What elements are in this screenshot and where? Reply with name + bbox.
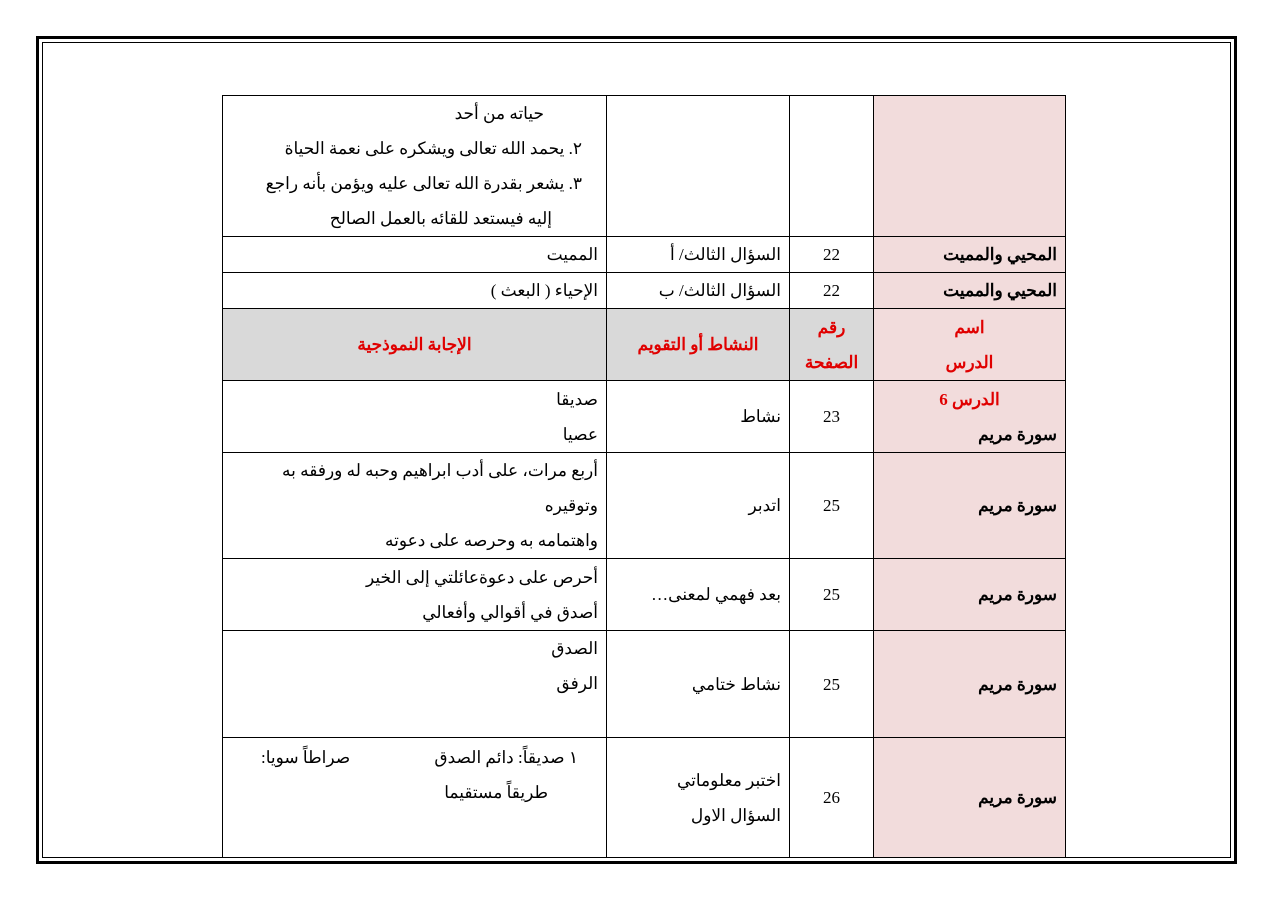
activity-cell: السؤال الثالث/ ب [607,273,790,309]
answer-line: عصيا [562,424,598,444]
table-row [223,559,1066,631]
answer-line [231,740,598,775]
activity-cell: نشاط [607,381,790,453]
header-answer-cell: الإجابة النموذجية [223,309,607,381]
header-activity-cell: النشاط أو التقويم [607,309,790,381]
answer-line: أصدق في أقوالي وأفعالي [422,602,598,622]
table-header-row [223,309,1066,381]
header-page-cell [790,309,874,381]
activity-cell: اتدبر [607,453,790,559]
page-cell: 25 [790,559,874,631]
answer-cell [223,453,607,559]
table-row [223,381,1066,453]
activity-cell: بعد فهمي لمعنى… [607,559,790,631]
answer-cell: المميت [223,237,607,273]
lesson-number-tag: الدرس 6 [939,389,1000,409]
answer-line: أربع مرات، على أدب ابراهيم وحبه له ورفقه به وتوقيره [282,461,598,515]
header-lesson-cell [874,309,1066,381]
answer-line: صديقا [556,389,598,409]
table-row [223,96,1066,237]
answer-line: إليه فيستعد للقائه بالعمل الصالح [329,209,552,228]
page-cell: 26 [790,738,874,858]
page-cell [790,96,874,237]
lesson-cell: سورة مريم [874,559,1066,631]
lesson-cell: المحيي والمميت [874,237,1066,273]
activity-cell [607,96,790,237]
page-cell: 22 [790,237,874,273]
answer-cell [223,738,607,858]
table-row [223,237,1066,273]
answer-fragment: صراطاً سويا: [260,748,351,767]
lesson-cell: سورة مريم [874,453,1066,559]
answer-cell [223,381,607,453]
lesson-cell [874,381,1066,453]
answer-line: طريقاً مستقيما [444,783,548,802]
activity-cell [607,738,790,858]
answer-line: أحرص على دعوةعائلتي إلى الخير [366,567,598,587]
answer-line: حياته من أحد [454,104,544,123]
lesson-name: سورة مريم [978,424,1057,444]
header-lesson-line2: الدرس [945,352,994,372]
answer-cell [223,631,607,738]
page-cell: 23 [790,381,874,453]
lesson-cell: سورة مريم [874,631,1066,738]
answer-cell [223,96,607,237]
header-lesson-line1: اسم [954,317,985,337]
header-page-line2: الصفحة [804,352,859,372]
answer-line: واهتمامه به وحرصه على دعوته [384,531,598,550]
answers-table [222,95,1066,858]
header-page-line1: رقم [817,317,846,337]
answer-cell: الإحياء ( البعث ) [223,273,607,309]
activity-cell: نشاط ختامي [607,631,790,738]
activity-line: السؤال الاول [690,805,781,825]
answer-line: ٣. يشعر بقدرة الله تعالى عليه ويؤمن بأنه راجع [265,174,582,193]
table-row [223,453,1066,559]
lesson-cell: سورة مريم [874,738,1066,858]
table-row [223,273,1066,309]
table-row [223,738,1066,858]
page-cell: 25 [790,631,874,738]
table-row [223,631,1066,738]
answer-line: الصدق [551,639,598,658]
activity-line: اختبر معلوماتي [676,770,781,790]
activity-cell: السؤال الثالث/ أ [607,237,790,273]
page-cell: 22 [790,273,874,309]
answer-cell [223,559,607,631]
answer-line: ٢. يحمد الله تعالى ويشكره على نعمة الحياة [284,139,582,158]
page-cell: 25 [790,453,874,559]
answer-fragment: ١ صديقاً: دائم الصدق [434,748,578,767]
answer-line: الرفق [556,674,598,693]
lesson-cell: المحيي والمميت [874,273,1066,309]
lesson-cell [874,96,1066,237]
